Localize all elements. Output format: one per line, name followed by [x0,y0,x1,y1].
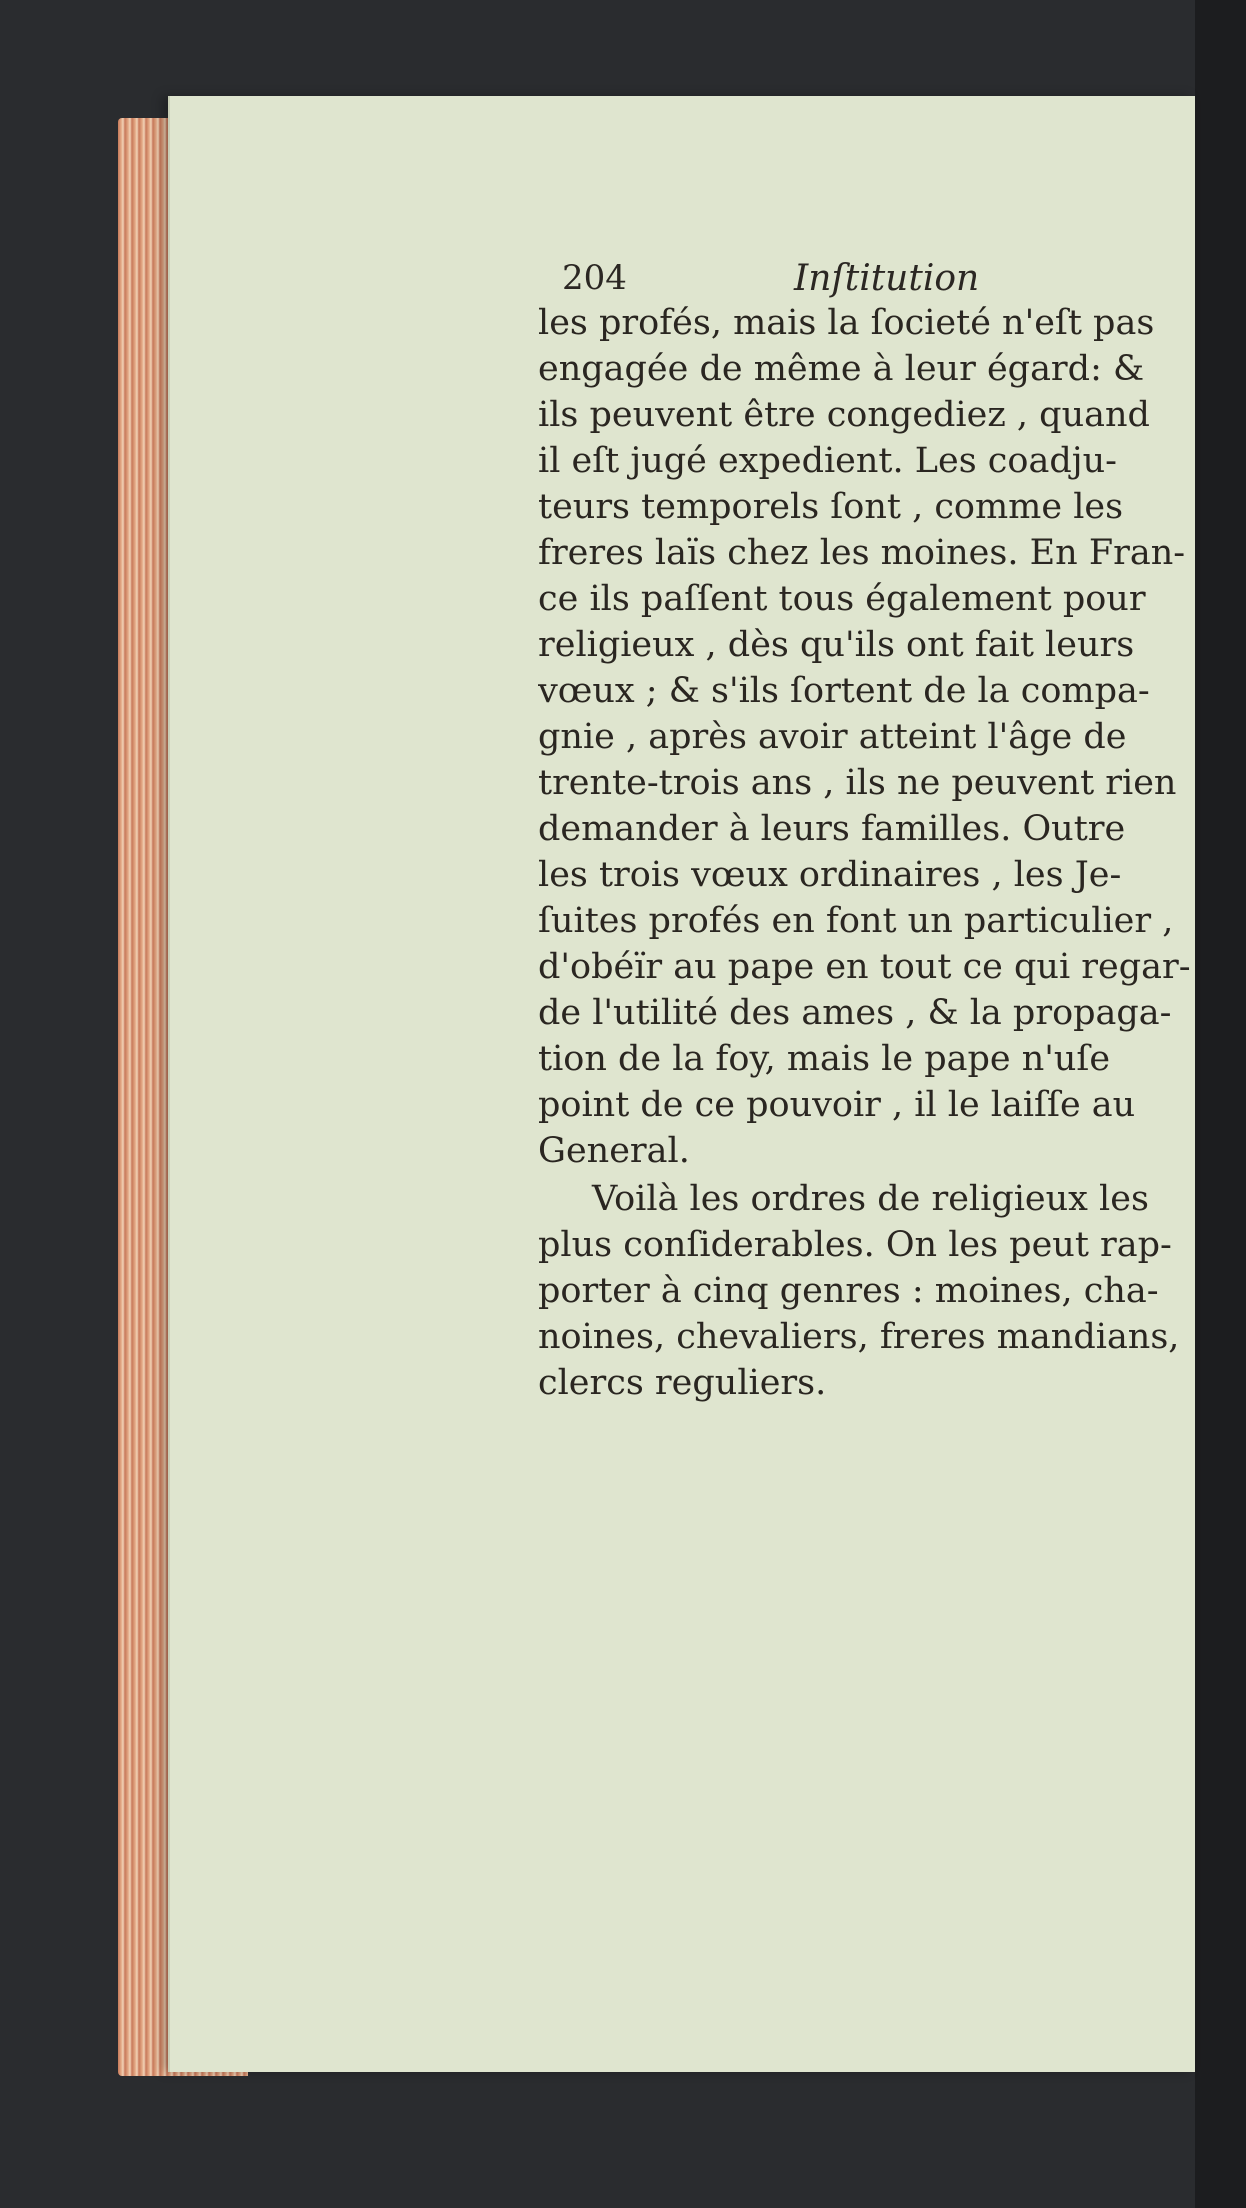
text-line: demander à leurs familles. Outre [538,809,1126,849]
text-line: d'obéïr au pape en tout ce qui regar- [538,947,1191,987]
running-title: Inſtitution [794,258,980,299]
background-dark-edge [1195,0,1246,2208]
text-line: teurs temporels ſont , comme les [538,487,1124,527]
text-line: de l'utilité des ames , & la propaga- [538,993,1172,1033]
page-gutter-line [168,96,170,2072]
text-line: gnie , après avoir atteint l'âge de [538,717,1127,757]
text-line: clercs reguliers. [538,1363,827,1403]
text-line: freres laïs chez les moines. En Fran- [538,533,1186,573]
body-text [538,300,1195,1560]
text-line: ſuites profés en font un particulier , [538,901,1174,941]
text-line: noines, chevaliers, freres mandians, [538,1317,1180,1357]
text-line: il eſt jugé expedient. Les coadju- [538,441,1117,481]
text-line: General. [538,1131,690,1171]
text-line: les profés, mais la ſocieté n'eſt pas [538,303,1155,343]
text-line: trente-trois ans , ils ne peuvent rien [538,763,1177,803]
text-line: ce ils paſſent tous également pour [538,579,1146,619]
text-line: les trois vœux ordinaires , les Je- [538,855,1122,895]
text-line: tion de la foy, mais le pape n'uſe [538,1039,1111,1079]
text-line: Voilà les ordres de religieux les [592,1179,1149,1219]
text-line: engagée de même à leur égard: & [538,349,1145,389]
text-line: ils peuvent être congediez , quand [538,395,1150,435]
text-line: porter à cinq genres : moines, cha- [538,1271,1159,1311]
text-line: vœux ; & s'ils ſortent de la compa- [538,671,1150,711]
text-line: point de ce pouvoir , il le laiſſe au [538,1085,1136,1125]
text-line: plus conſiderables. On les peut rap- [538,1225,1172,1265]
text-line: religieux , dès qu'ils ont fait leurs [538,625,1135,665]
page-number: 204 [562,258,627,298]
